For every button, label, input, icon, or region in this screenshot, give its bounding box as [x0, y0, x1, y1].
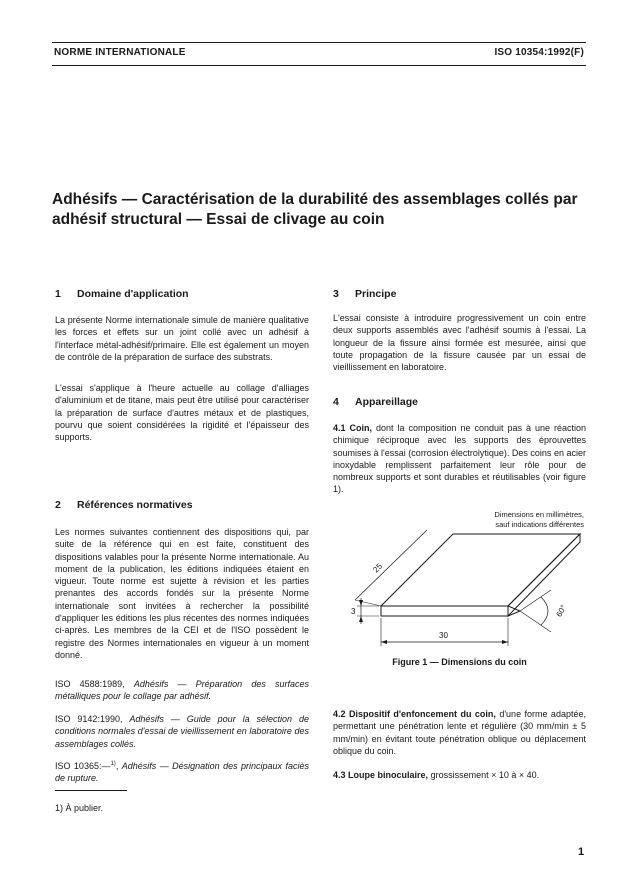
page-header [52, 42, 586, 66]
figure-caption: Figure 1 — Dimensions du coin [392, 657, 527, 667]
section-1-number: 1 [55, 288, 61, 300]
section-3-number: 3 [333, 288, 339, 300]
reference-iso-9142 [55, 713, 309, 750]
reference-title: Adhésifs — Préparation des surfaces métalliques pour le collage par adhésif. [55, 679, 309, 702]
section-3-title: Principe [355, 288, 397, 300]
wedge-side-face [508, 534, 580, 619]
reference-code: ISO 9142:1990, [55, 714, 123, 724]
section-3-heading [333, 288, 396, 300]
extension-line [355, 600, 381, 606]
footnote-marker: 1) [110, 761, 116, 767]
section-1-paragraph-2: L'essai s'applique à l'heure actuelle au collage d'alliages d'aluminium et de titane, mais peut être utilisé pour caractériser la préparation de surface d'autres métaux et de plastiques, pourvu que soient considérées la rigidité et l'épaisseur des supports. [55, 383, 309, 443]
page-number: 1 [578, 846, 585, 858]
subclause-label: Coin, [349, 423, 372, 433]
section-3-paragraph-1: L'essai consiste à introduire progressivement un coin entre deux supports assemblés avec l'adhésif soumis à l'essai. La longueur de la fissure ainsi formée est mesurée, ainsi que toute propagation de la fissure causée par un essai de vieillissement en laboratoire. [333, 313, 586, 373]
subclause-number: 4.3 [333, 770, 346, 780]
section-1-paragraph-1: La présente Norme internationale simule de manière qualitative les forces et effets sur un joint collé avec un adhésif à l'interface métal-adhésif/primaire. Elle est également un moyen de contrôle de la préparation de surface des substrats. [55, 315, 309, 362]
subclause-number: 4.1 [333, 423, 346, 433]
reference-iso-10365: ISO 10365:—$^{1)}$, Adhésifs — Désignation des principaux faciès de rupture. [55, 761, 309, 784]
angle-leg [520, 611, 551, 632]
angle-leg [520, 590, 551, 611]
thickness-label: 3 [351, 607, 356, 616]
arrowhead [381, 640, 387, 644]
section-4-title: Appareillage [355, 396, 419, 408]
section-1-title: Domaine d'application [77, 288, 189, 300]
section-2-title: Références normatives [77, 499, 193, 511]
document-title: Adhésifs — Caractérisation de la durabilité des assemblages collés par adhésif structural — Essai de clivage au coin [52, 191, 578, 228]
arrowhead [359, 616, 363, 622]
figure-dimensions-note [400, 510, 584, 530]
reference-code: ISO 4588:1989, [55, 679, 125, 689]
header-standard-number: ISO 10354:1992(F) [494, 47, 584, 58]
section-2-number: 2 [55, 499, 61, 511]
figure-note-line-1: Dimensions en millimètres, [494, 510, 584, 519]
figure-note-line-2: sauf indications différentes [495, 520, 584, 529]
section-2-heading [55, 499, 193, 511]
arrowhead [502, 640, 508, 644]
subclause-number: 4.2 [333, 709, 346, 719]
reference-title: Adhésifs — Guide pour la sélection de conditions normales d'essai de vieillissement en laboratoire des assemblages collés. [55, 714, 309, 749]
reference-iso-4588 [55, 678, 309, 703]
angle-arc [541, 597, 548, 625]
subclause-label: Dispositif d'enfoncement du coin, [348, 709, 496, 719]
section-1-heading [55, 288, 189, 300]
subclause-text: grossissement × 10 à × 40. [430, 770, 540, 780]
arrowhead [359, 600, 363, 606]
subclause-label: Loupe binoculaire, [348, 770, 429, 780]
reference-code: ISO 10365:— [55, 761, 111, 771]
section-4-number: 4 [333, 396, 339, 408]
footnote: 1) À publier. [55, 803, 104, 813]
subclause-text: dont la composition ne conduit pas à une réaction chimique réciproque avec les supports des éprouvettes soumises à l'essai (corrosion électrolytique). Des coins en acier inoxydable remplissent parfaitement leur rôle pour de nombreux supports et sont durables et réutilisables (voir figure 1). [333, 423, 586, 495]
angle-label: 60° [554, 603, 569, 619]
wedge-front-face [381, 606, 508, 616]
diagonal-label: 25 [371, 561, 385, 575]
subclause-4-1 [333, 422, 586, 496]
wedge-figure [333, 528, 586, 653]
wedge-top-face [381, 534, 580, 606]
subclause-4-3 [333, 769, 586, 781]
length-label: 30 [439, 631, 448, 640]
subclause-4-2 [333, 708, 586, 757]
diagonal-dimension-line [355, 530, 427, 600]
reference-title: Adhésifs — Désignation des principaux faciès de rupture. [55, 761, 309, 784]
section-2-paragraph-1: Les normes suivantes contiennent des dispositions qui, par suite de la référence qui en est faite, constituent des dispositions valables pour la présente Norme internationale. Au moment de la publication, les éditions indiquées étaient en vigueur. Toute norme est sujette à révision et les parties prenantes des accords fondés sur la présente Norme internationale sont invitées à rechercher la possibilité d'appliquer les éditions les plus récentes des normes indiquées ci-après. Les membres de la CEI et de l'ISO possèdent le registre des Normes internationales en vigueur à un moment donné. [55, 527, 309, 660]
header-standard-type: NORME INTERNATIONALE [54, 47, 186, 58]
subclause-text: d'une forme adaptée, permettant une pénétration lente et régulière (30 mm/min ± 5 mm/min) en évitant toute pénétration oblique ou déplacement oblique du coin. [333, 709, 586, 756]
footnote-divider [55, 790, 127, 791]
section-4-heading [333, 396, 418, 408]
